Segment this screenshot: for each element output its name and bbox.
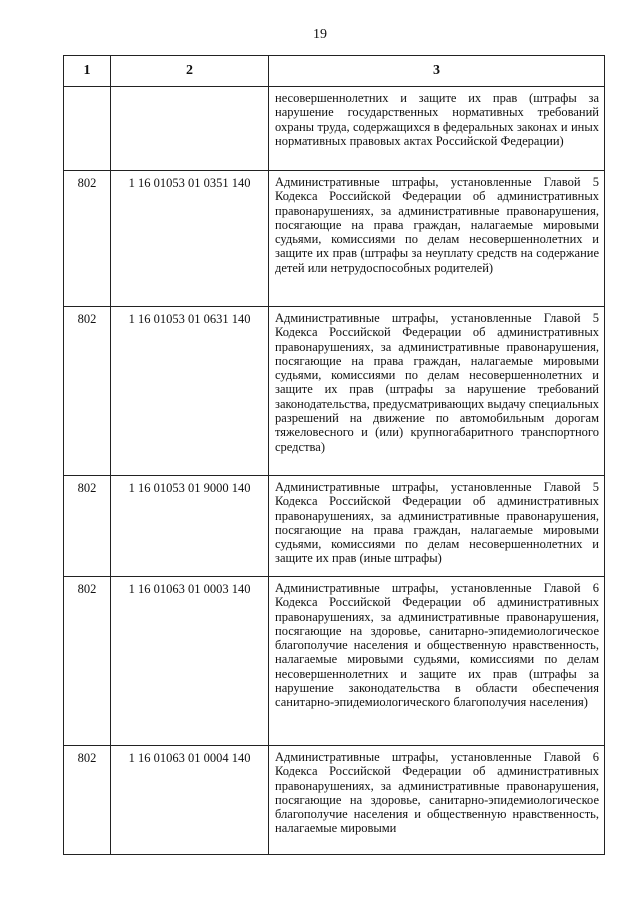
table-row — [64, 746, 605, 855]
budget-code-cell: 1 16 01053 01 9000 140 — [111, 476, 269, 577]
description-cell: Административные штрафы, установленные Главой 5 Кодекса Российской Федерации об административных правонарушениях, за административные правонарушения, посягающие на права граждан, налагаемые мировыми судьями, комиссиями по делам несовершеннолетних и защите их прав (штрафы за нарушение требований законодательства, предусматривающих выдачу специальных разрешений на движение по автомобильным дорогам тяжеловесного и (или) крупногабаритного транспортного средства) — [269, 307, 605, 476]
table-row — [64, 307, 605, 476]
table-row — [64, 476, 605, 577]
admin-code-cell: 802 — [64, 746, 111, 855]
budget-code-cell: 1 16 01053 01 0351 140 — [111, 171, 269, 307]
column-header-3: 3 — [269, 56, 605, 87]
column-header-1: 1 — [64, 56, 111, 87]
description-cell: Административные штрафы, установленные Главой 6 Кодекса Российской Федерации об административных правонарушениях, за административные правонарушения, посягающие на здоровье, санитарно-эпидемиологическое благополучие населения и общественную нравственность, налагаемые мировыми — [269, 746, 605, 855]
budget-code-cell — [111, 87, 269, 171]
admin-code-cell: 802 — [64, 307, 111, 476]
table-row — [64, 577, 605, 746]
admin-code-cell: 802 — [64, 171, 111, 307]
description-cell: Административные штрафы, установленные Главой 5 Кодекса Российской Федерации об административных правонарушениях, за административные правонарушения, посягающие на права граждан, налагаемые мировыми судьями, комиссиями по делам несовершеннолетних и защите их прав (штрафы за неуплату средств на содержание детей или нетрудоспособных родителей) — [269, 171, 605, 307]
table-row — [64, 87, 605, 171]
admin-code-cell: 802 — [64, 476, 111, 577]
page-number: 19 — [313, 27, 327, 42]
admin-code-cell — [64, 87, 111, 171]
description-cell: Административные штрафы, установленные Главой 5 Кодекса Российской Федерации об административных правонарушениях, за административные правонарушения, посягающие на права граждан, налагаемые мировыми судьями, комиссиями по делам несовершеннолетних и защите их прав (иные штрафы) — [269, 476, 605, 577]
column-header-2: 2 — [111, 56, 269, 87]
budget-code-cell: 1 16 01063 01 0003 140 — [111, 577, 269, 746]
budget-code-cell: 1 16 01063 01 0004 140 — [111, 746, 269, 855]
description-cell: Административные штрафы, установленные Главой 6 Кодекса Российской Федерации об административных правонарушениях, за административные правонарушения, посягающие на здоровье, санитарно-эпидемиологическое благополучие населения и общественную нравственность, налагаемые мировыми судьями, комиссиями по делам несовершеннолетних и защите их прав (штрафы за нарушение законодательства в области обеспечения санитарно-эпидемиологического благополучия населения) — [269, 577, 605, 746]
description-cell: несовершеннолетних и защите их прав (штрафы за нарушение государственных нормативных требований охраны труда, содержащихся в федеральных законах и иных нормативных правовых актах Российской Федерации) — [269, 87, 605, 171]
budget-code-cell: 1 16 01053 01 0631 140 — [111, 307, 269, 476]
budget-codes-table — [63, 55, 604, 855]
table-header-row — [64, 56, 605, 87]
table-row — [64, 171, 605, 307]
admin-code-cell: 802 — [64, 577, 111, 746]
